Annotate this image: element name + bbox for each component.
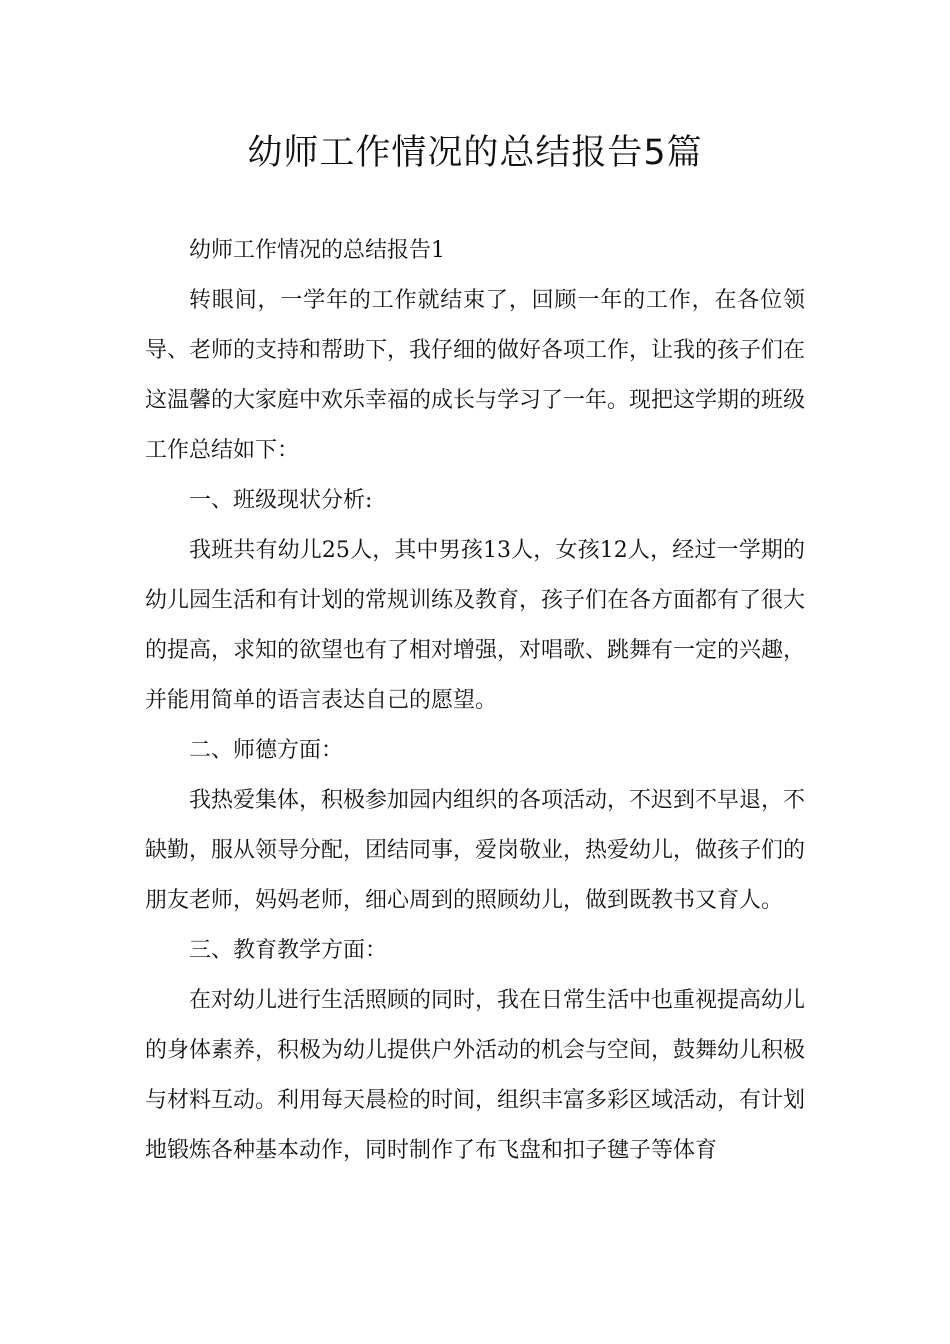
section-heading-report-1: 幼师工作情况的总结报告1 xyxy=(189,238,445,263)
paragraph-intro: 转眼间，一学年的工作就结束了，回顾一年的工作，在各位领导、老师的支持和帮助下，我仔细的做好各项工作，让我的孩子们在这温馨的大家庭中欢乐幸福的成长与学习了一年。现把这学期的班级工作总结如下： xyxy=(145,288,806,463)
section-heading-teaching: 三、教育教学方面： xyxy=(189,938,388,963)
paragraph-teacher-ethics: 我热爱集体，积极参加园内组织的各项活动，不迟到不早退，不缺勤，服从领导分配，团结同事，爱岗敬业，热爱幼儿，做孩子们的朋友老师，妈妈老师，细心周到的照顾幼儿，做到既教书又育人。 xyxy=(145,788,806,913)
document-title: 幼师工作情况的总结报告5篇 xyxy=(247,133,703,173)
section-heading-class-status: 一、班级现状分析: xyxy=(189,488,373,513)
document-body xyxy=(145,226,805,1176)
section-heading-teacher-ethics: 二、师德方面： xyxy=(189,738,344,763)
paragraph-teaching: 在对幼儿进行生活照顾的同时，我在日常生活中也重视提高幼儿的身体素养，积极为幼儿提供户外活动的机会与空间，鼓舞幼儿积极与材料互动。利用每天晨检的时间，组织丰富多彩区域活动，有计划地锻炼各种基本动作，同时制作了布飞盘和扣子毽子等体育 xyxy=(145,988,806,1163)
paragraph-class-status: 我班共有幼儿25人，其中男孩13人，女孩12人，经过一学期的幼儿园生活和有计划的常规训练及教育，孩子们在各方面都有了很大的提高，求知的欲望也有了相对增强，对唱歌、跳舞有一定的兴趣，并能用简单的语言表达自己的愿望。 xyxy=(145,538,806,713)
